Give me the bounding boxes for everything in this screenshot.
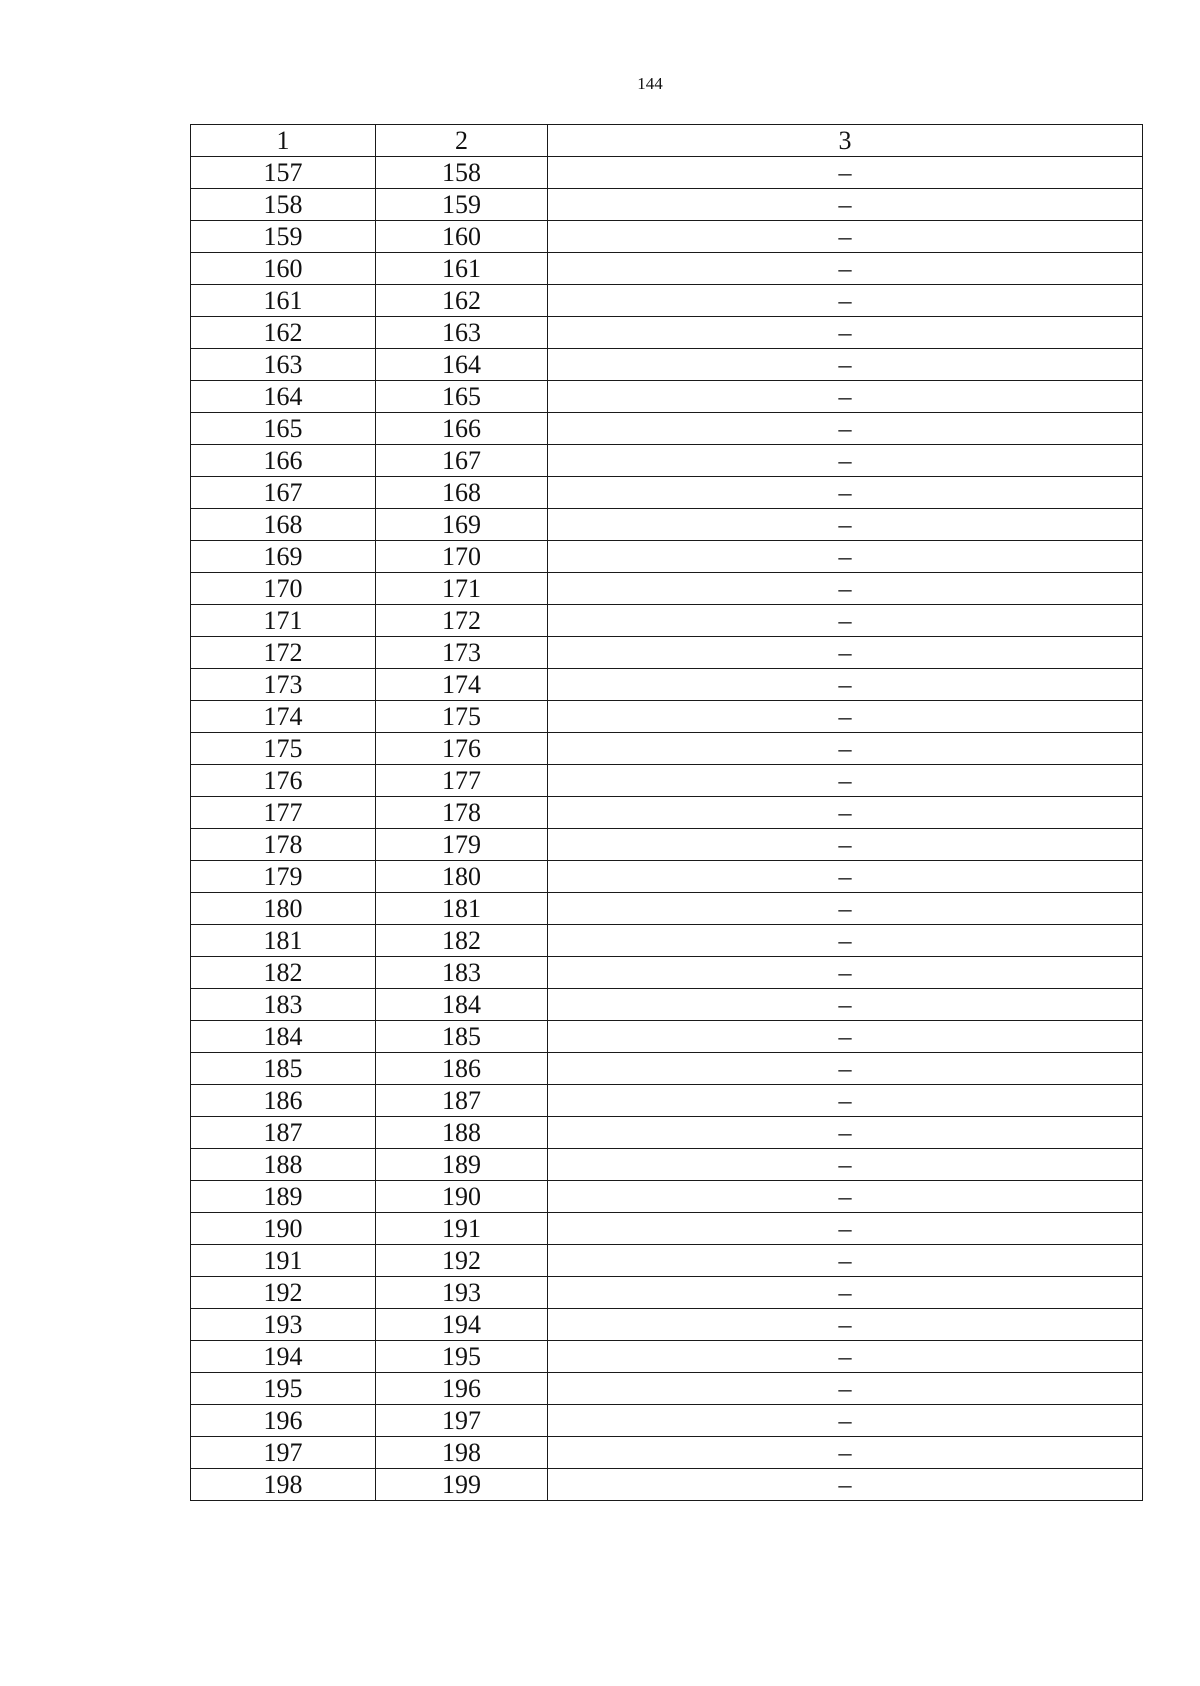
table-cell-col-3: –	[548, 861, 1143, 893]
table-cell-col-1: 178	[191, 829, 376, 861]
table-row	[191, 1021, 1143, 1053]
table-row	[191, 1181, 1143, 1213]
table-cell-col-3: –	[548, 1341, 1143, 1373]
table-cell-col-3: –	[548, 1373, 1143, 1405]
table-cell-col-1: 187	[191, 1117, 376, 1149]
table-cell-col-3: –	[548, 1149, 1143, 1181]
table-cell-col-1: 180	[191, 893, 376, 925]
table-row	[191, 637, 1143, 669]
table-cell-col-3: –	[548, 989, 1143, 1021]
table-cell-col-1: 169	[191, 541, 376, 573]
table-cell-col-2: 196	[376, 1373, 548, 1405]
table-cell-col-2: 166	[376, 413, 548, 445]
table-cell-col-3: –	[548, 1277, 1143, 1309]
table-cell-col-2: 167	[376, 445, 548, 477]
table-cell-col-1: 193	[191, 1309, 376, 1341]
table-row	[191, 1117, 1143, 1149]
table-cell-col-1: 171	[191, 605, 376, 637]
table-cell-col-1: 191	[191, 1245, 376, 1277]
table-cell-col-1: 173	[191, 669, 376, 701]
column-header-2: 2	[376, 125, 548, 157]
table-cell-col-3: –	[548, 1085, 1143, 1117]
table-cell-col-3: –	[548, 1117, 1143, 1149]
table-row	[191, 829, 1143, 861]
table-cell-col-2: 182	[376, 925, 548, 957]
table-row	[191, 1405, 1143, 1437]
table-row	[191, 541, 1143, 573]
table-cell-col-2: 165	[376, 381, 548, 413]
table-cell-col-3: –	[548, 1021, 1143, 1053]
table-row	[191, 797, 1143, 829]
table-cell-col-1: 195	[191, 1373, 376, 1405]
table-cell-col-3: –	[548, 1469, 1143, 1501]
table-row	[191, 1341, 1143, 1373]
table-cell-col-2: 172	[376, 605, 548, 637]
table-row	[191, 605, 1143, 637]
table-row	[191, 1469, 1143, 1501]
table-cell-col-3: –	[548, 925, 1143, 957]
table-row	[191, 349, 1143, 381]
table-cell-col-3: –	[548, 829, 1143, 861]
table-cell-col-1: 162	[191, 317, 376, 349]
table-row	[191, 1213, 1143, 1245]
table-cell-col-2: 176	[376, 733, 548, 765]
table-cell-col-3: –	[548, 797, 1143, 829]
table-cell-col-1: 166	[191, 445, 376, 477]
table-cell-col-1: 168	[191, 509, 376, 541]
table-row	[191, 765, 1143, 797]
table-cell-col-3: –	[548, 1213, 1143, 1245]
table-cell-col-3: –	[548, 157, 1143, 189]
table-row	[191, 1373, 1143, 1405]
table-cell-col-1: 159	[191, 221, 376, 253]
table-cell-col-3: –	[548, 381, 1143, 413]
table-body	[191, 125, 1143, 1501]
table-cell-col-1: 190	[191, 1213, 376, 1245]
table-cell-col-1: 181	[191, 925, 376, 957]
table-cell-col-2: 190	[376, 1181, 548, 1213]
table-cell-col-3: –	[548, 413, 1143, 445]
table-cell-col-3: –	[548, 541, 1143, 573]
table-cell-col-1: 170	[191, 573, 376, 605]
table-cell-col-2: 170	[376, 541, 548, 573]
table-cell-col-3: –	[548, 253, 1143, 285]
table-cell-col-2: 185	[376, 1021, 548, 1053]
table-cell-col-1: 196	[191, 1405, 376, 1437]
table-cell-col-3: –	[548, 221, 1143, 253]
table-row	[191, 381, 1143, 413]
table-row	[191, 285, 1143, 317]
table-cell-col-3: –	[548, 701, 1143, 733]
table-row	[191, 509, 1143, 541]
table-cell-col-1: 157	[191, 157, 376, 189]
table-cell-col-3: –	[548, 765, 1143, 797]
table-cell-col-1: 192	[191, 1277, 376, 1309]
table-row	[191, 253, 1143, 285]
table-cell-col-2: 184	[376, 989, 548, 1021]
table-cell-col-3: –	[548, 605, 1143, 637]
table-cell-col-3: –	[548, 445, 1143, 477]
table-row	[191, 413, 1143, 445]
table-cell-col-1: 194	[191, 1341, 376, 1373]
table-cell-col-2: 171	[376, 573, 548, 605]
table-cell-col-1: 174	[191, 701, 376, 733]
table-cell-col-3: –	[548, 893, 1143, 925]
table-cell-col-3: –	[548, 509, 1143, 541]
table-cell-col-2: 159	[376, 189, 548, 221]
table-row	[191, 477, 1143, 509]
table-cell-col-1: 197	[191, 1437, 376, 1469]
table-cell-col-1: 167	[191, 477, 376, 509]
table-cell-col-2: 181	[376, 893, 548, 925]
table-row	[191, 1053, 1143, 1085]
table-cell-col-2: 163	[376, 317, 548, 349]
table-cell-col-1: 172	[191, 637, 376, 669]
table-row	[191, 733, 1143, 765]
table-cell-col-3: –	[548, 317, 1143, 349]
table-cell-col-3: –	[548, 1437, 1143, 1469]
column-header-1: 1	[191, 125, 376, 157]
table-row	[191, 1149, 1143, 1181]
table-row	[191, 701, 1143, 733]
table-cell-col-2: 193	[376, 1277, 548, 1309]
table-row	[191, 957, 1143, 989]
table-row	[191, 221, 1143, 253]
table-cell-col-2: 177	[376, 765, 548, 797]
column-header-3: 3	[548, 125, 1143, 157]
table-cell-col-3: –	[548, 1053, 1143, 1085]
page-number: 144	[637, 74, 663, 93]
table-cell-col-1: 176	[191, 765, 376, 797]
data-table	[190, 124, 1143, 1501]
table-cell-col-1: 161	[191, 285, 376, 317]
table-row	[191, 1309, 1143, 1341]
table-cell-col-1: 182	[191, 957, 376, 989]
table-row	[191, 861, 1143, 893]
table-cell-col-1: 179	[191, 861, 376, 893]
table-cell-col-3: –	[548, 477, 1143, 509]
table-cell-col-2: 188	[376, 1117, 548, 1149]
table-cell-col-2: 192	[376, 1245, 548, 1277]
table-cell-col-1: 185	[191, 1053, 376, 1085]
table-cell-col-3: –	[548, 637, 1143, 669]
table-cell-col-2: 187	[376, 1085, 548, 1117]
table-row	[191, 189, 1143, 221]
table-header-row	[191, 125, 1143, 157]
table-cell-col-1: 184	[191, 1021, 376, 1053]
table-cell-col-2: 158	[376, 157, 548, 189]
table-row	[191, 893, 1143, 925]
table-cell-col-3: –	[548, 349, 1143, 381]
table-cell-col-1: 165	[191, 413, 376, 445]
table-cell-col-1: 177	[191, 797, 376, 829]
table-row	[191, 1085, 1143, 1117]
table-cell-col-1: 188	[191, 1149, 376, 1181]
table-cell-col-2: 179	[376, 829, 548, 861]
table-cell-col-2: 186	[376, 1053, 548, 1085]
table-cell-col-2: 198	[376, 1437, 548, 1469]
table-row	[191, 989, 1143, 1021]
table-cell-col-2: 191	[376, 1213, 548, 1245]
table-row	[191, 157, 1143, 189]
table-cell-col-1: 186	[191, 1085, 376, 1117]
table-cell-col-3: –	[548, 1245, 1143, 1277]
table-cell-col-2: 199	[376, 1469, 548, 1501]
table-cell-col-3: –	[548, 285, 1143, 317]
table-cell-col-2: 161	[376, 253, 548, 285]
table-row	[191, 445, 1143, 477]
table-cell-col-2: 197	[376, 1405, 548, 1437]
table-cell-col-3: –	[548, 669, 1143, 701]
table-cell-col-2: 174	[376, 669, 548, 701]
table-row	[191, 573, 1143, 605]
table-cell-col-3: –	[548, 189, 1143, 221]
table-cell-col-1: 183	[191, 989, 376, 1021]
table-cell-col-2: 162	[376, 285, 548, 317]
table-cell-col-2: 169	[376, 509, 548, 541]
table-cell-col-2: 160	[376, 221, 548, 253]
table-row	[191, 1277, 1143, 1309]
table-cell-col-1: 160	[191, 253, 376, 285]
table-cell-col-2: 189	[376, 1149, 548, 1181]
table-cell-col-3: –	[548, 957, 1143, 989]
table-row	[191, 669, 1143, 701]
table-cell-col-2: 183	[376, 957, 548, 989]
table-cell-col-2: 164	[376, 349, 548, 381]
table-row	[191, 1437, 1143, 1469]
table-cell-col-2: 195	[376, 1341, 548, 1373]
table-cell-col-2: 173	[376, 637, 548, 669]
table-cell-col-1: 175	[191, 733, 376, 765]
table-cell-col-3: –	[548, 1405, 1143, 1437]
table-cell-col-2: 178	[376, 797, 548, 829]
table-row	[191, 925, 1143, 957]
table-cell-col-3: –	[548, 573, 1143, 605]
table-cell-col-3: –	[548, 1181, 1143, 1213]
table-cell-col-1: 198	[191, 1469, 376, 1501]
table-row	[191, 317, 1143, 349]
table-row	[191, 1245, 1143, 1277]
table-cell-col-1: 158	[191, 189, 376, 221]
table-cell-col-2: 180	[376, 861, 548, 893]
table-cell-col-2: 175	[376, 701, 548, 733]
table-cell-col-1: 163	[191, 349, 376, 381]
table-cell-col-3: –	[548, 733, 1143, 765]
table-cell-col-2: 194	[376, 1309, 548, 1341]
table-cell-col-2: 168	[376, 477, 548, 509]
table-cell-col-1: 189	[191, 1181, 376, 1213]
table-cell-col-1: 164	[191, 381, 376, 413]
table-cell-col-3: –	[548, 1309, 1143, 1341]
